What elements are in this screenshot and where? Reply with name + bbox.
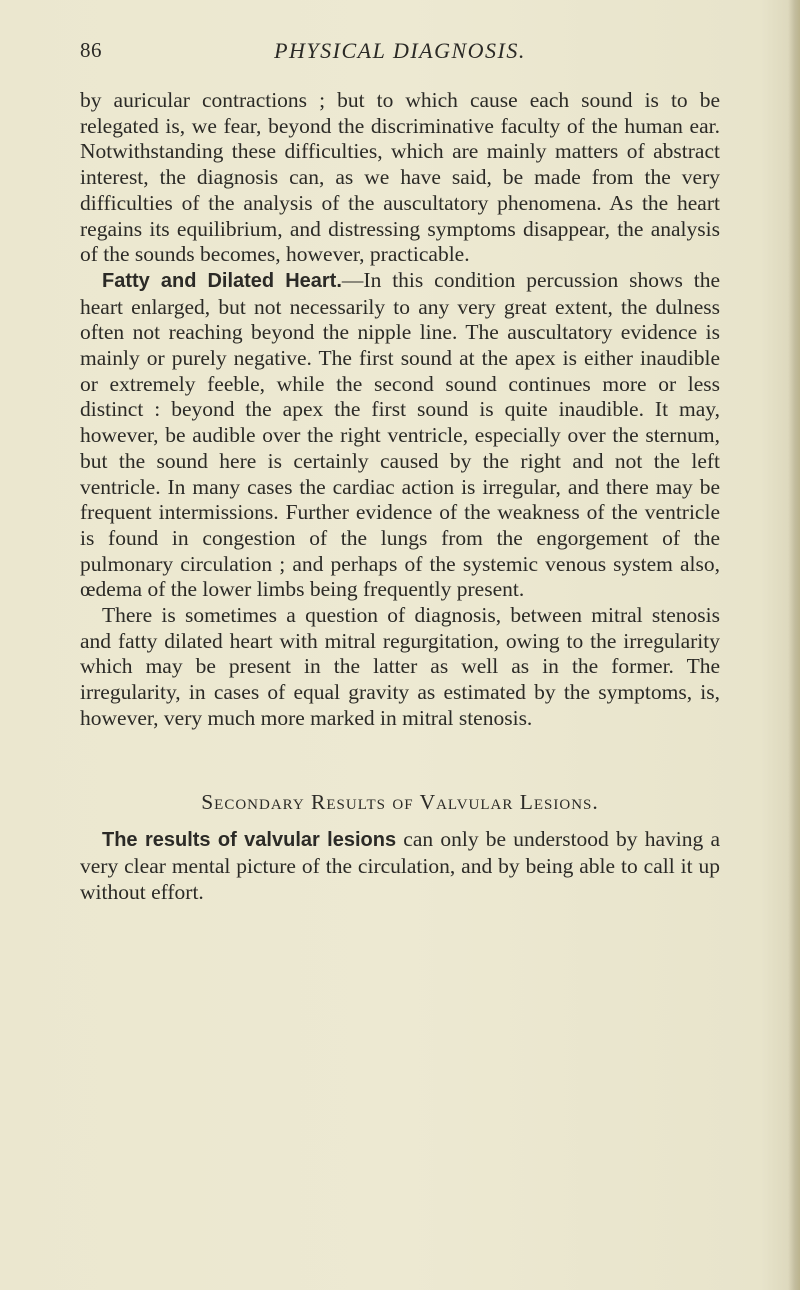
page-header	[80, 38, 720, 68]
paragraph-1: by auricular contractions ; but to which cause each sound is to be relegated is, we fear, beyond the discriminative faculty of the human ear. Notwithstanding these difficulties, which are mainly matters of abstract interest, the diagnosis can, as we have said, be made from the very difficulties of the analysis of the auscultatory phenomena. As the heart regains its equilibrium, and distressing symptoms disappear, the analysis of the sounds becomes, however, practicable.	[80, 88, 720, 267]
paragraph-2	[80, 268, 720, 603]
paragraph-4-text: can only be understood by having a very clear mental picture of the circulation, and by being able to call it up without effort.	[80, 827, 720, 904]
runin-heading-valvular-results: The results of valvular lesions	[102, 829, 397, 852]
paragraph-2-text: —In this condition percussion shows the heart enlarged, but not necessarily to any very great extent, the dulness often not reaching beyond the nipple line. The auscultatory evidence is mainly or purely negative. The first sound at the apex is either inaudible or extremely feeble, while the second sound continues more or less distinct : beyond the apex the first sound is quite inaudible. It may, however, be audible over the right ventricle, especially over the sternum, but the sound here is certainly caused by the right and not the left ventricle. In many cases the cardiac action is irregular, and there may be frequent intermissions. Further evidence of the weakness of the ventricle is found in congestion of the lungs from the engorgement of the pulmonary circulation ; and perhaps of the systemic venous system also, œdema of the lower limbs being frequently present.	[80, 267, 720, 602]
body-text	[80, 88, 720, 905]
runin-heading-fatty-dilated-heart: Fatty and Dilated Heart.	[102, 269, 342, 292]
section-heading: Secondary Results of Valvular Lesions.	[201, 789, 599, 814]
running-title: PHYSICAL DIAGNOSIS.	[274, 38, 526, 63]
paragraph-3: There is sometimes a question of diagnosis, between mitral stenosis and fatty dilated heart with mitral regurgitation, owing to the irregularity which may be present in the latter as well as in the former. The irregularity, in cases of equal gravity as estimated by the symptoms, is, however, very much more marked in mitral stenosis.	[80, 603, 720, 730]
page-number: 86	[80, 38, 102, 62]
paragraph-4	[80, 827, 720, 905]
page-edge-shadow	[788, 0, 800, 1290]
